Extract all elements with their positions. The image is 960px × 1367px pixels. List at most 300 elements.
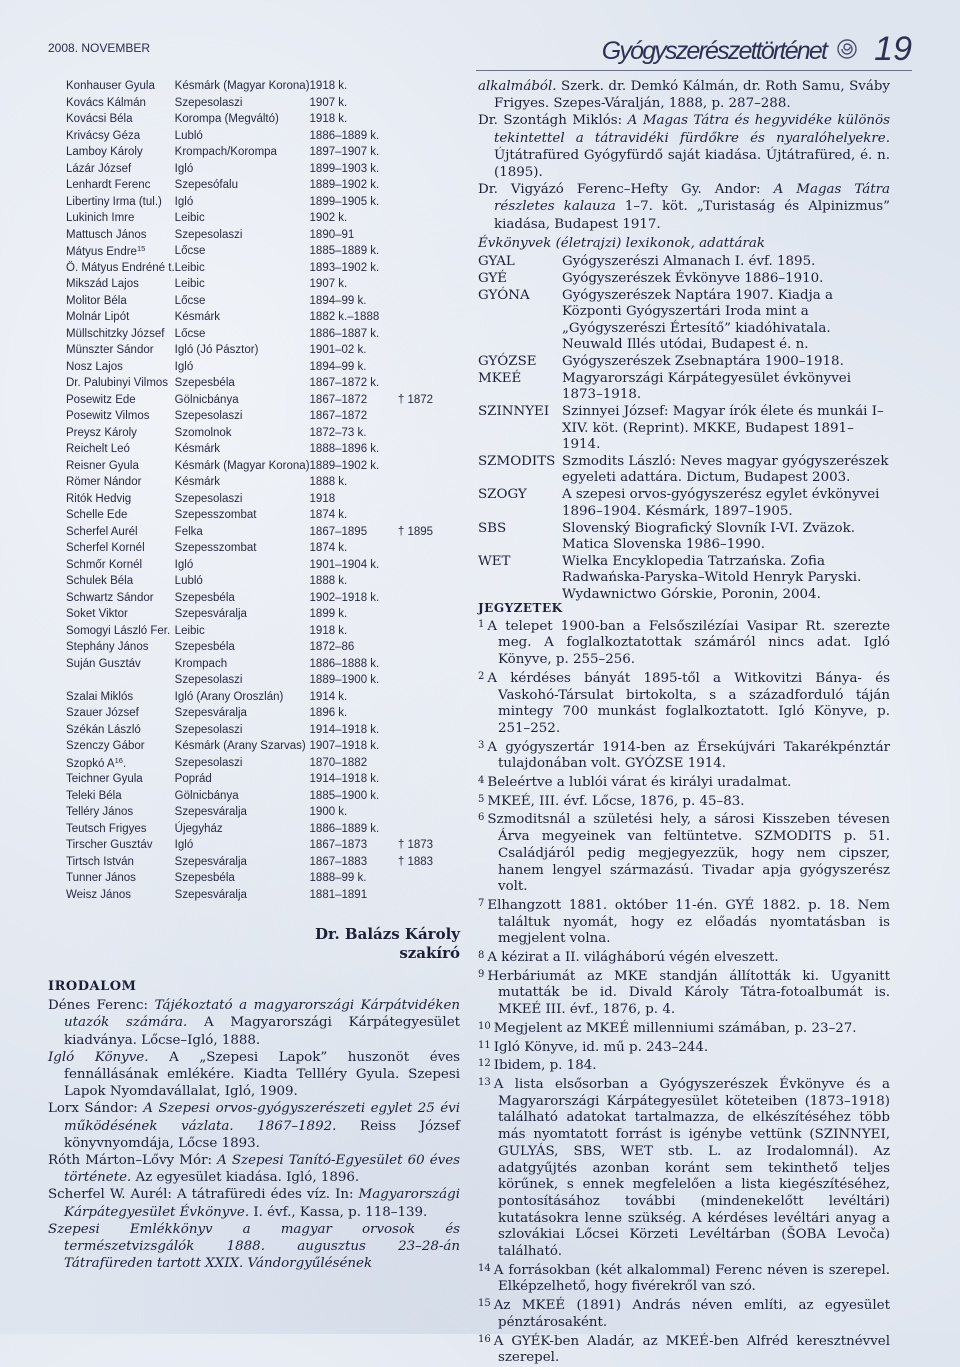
name-text: Kovács Kálmán: [66, 96, 146, 109]
cell-years: 1882 k.–1888: [309, 311, 380, 324]
pharmacist-table: [66, 78, 466, 903]
footnote-text: Beleértve a lublói várat és királyi uradalmat.: [487, 775, 792, 791]
table-row: [66, 639, 466, 656]
cell-death: [398, 359, 466, 376]
table-row: [66, 854, 466, 871]
cell-death: [398, 441, 466, 458]
table-row: [66, 78, 466, 95]
cell-death: [398, 260, 466, 277]
cell-place: Poprád: [174, 773, 212, 786]
footnote-text: MKEÉ, III. évf. Lőcse, 1876, p. 45–83.: [487, 793, 745, 809]
footnote: [478, 1038, 890, 1057]
footnote: [478, 948, 890, 967]
name-text: Reichelt Leó: [66, 443, 130, 456]
name-text: Tunner János: [66, 872, 136, 885]
cell-place: Szepesolaszi: [174, 674, 243, 687]
abbreviation-row: [478, 454, 890, 487]
name-text: Müllschitzky József: [66, 327, 165, 340]
abbreviation-value: Wielka Encyklopedia Tatrzańska. Zofia Radwańska-Paryska–Witold Henryk Paryski. Wydawnictwo Górskie, Poronin, 2004.: [562, 553, 862, 602]
footnote: [478, 773, 890, 792]
cell-name: [66, 689, 175, 706]
cell-years: 1885–1889 k.: [309, 245, 380, 258]
name-text: Libertiny Irma (tul.): [66, 195, 162, 208]
name-text: Telléry János: [66, 806, 134, 819]
italic-title: A Magas Tátra részletes kalauza: [494, 182, 891, 215]
cell-years: 1874 k.: [309, 542, 348, 555]
footnote: [478, 738, 890, 773]
cell-years: 1914–1918 k.: [309, 773, 380, 786]
table-row: [66, 573, 466, 590]
text-run: Dénes Ferenc:: [48, 998, 155, 1014]
abbreviation-row: [478, 554, 890, 604]
name-text: Ritók Hedvig: [66, 492, 132, 505]
name-text: Szopkó A: [66, 757, 115, 770]
abbreviations-table: [478, 254, 890, 604]
footnote-text: A kérdéses bányát 1895-től a Witkovitzi Bánya- és Vaskohó-Társulat birtokolta, s a századforduló táján mintegy 700 munkást foglalkoztatott. Igló Könyve, p. 251–252.: [487, 670, 890, 736]
cell-place: Szepesolaszi: [174, 228, 243, 241]
cell-name: [66, 276, 175, 293]
spiral-icon: [836, 38, 858, 60]
cell-years: 1881–1891: [309, 888, 368, 901]
cell-place: Felka: [174, 525, 203, 538]
cell-name: [66, 474, 175, 491]
name-text: Römer Nándor: [66, 476, 142, 489]
footnote-number: 12: [478, 1058, 491, 1070]
footnote-text: Szmoditsnál a születési hely, a sárosi Kisszeben tévesen Árva megyeinek van feltüntetve. SZMODITS p. 51. Családjáról pedig megjegyezzük, hogy nem cipszer, hanem lengyel származású. Tivadar apja gyógyszerész volt.: [487, 812, 890, 895]
cell-name: [66, 672, 175, 689]
footnote-number: 13: [478, 1076, 491, 1088]
cell-name: [66, 408, 175, 425]
cell-place: Krompach/Korompa: [174, 146, 277, 159]
italic-title: Tájékoztató a magyarországi Kárpátvidéken utazók számára.: [64, 998, 460, 1031]
cell-years: 1907 k.: [309, 96, 348, 109]
cell-years: 1896 k.: [309, 707, 348, 720]
abbreviations-heading: Évkönyvek (életrajzi) lexikonok, adattárak: [478, 236, 765, 251]
cell-years: 1867–1872: [309, 393, 368, 406]
cell-name: [66, 738, 175, 755]
name-text: Mátyus Endre: [66, 246, 137, 259]
abbreviation-key: WET: [478, 553, 511, 569]
table-row: [66, 623, 466, 640]
cell-place: Újegyház: [174, 822, 223, 835]
cell-name: [66, 821, 175, 838]
footnote: [478, 896, 890, 948]
cell-years: 1897–1907 k.: [309, 146, 380, 159]
cell-death: [398, 144, 466, 161]
cell-years: 1890–91: [309, 228, 355, 241]
name-text: Székán László: [66, 723, 141, 736]
cell-name: [66, 309, 175, 326]
table-row: [66, 491, 466, 508]
cell-death: [398, 177, 466, 194]
cell-place: Igló: [174, 558, 194, 571]
footnote-ref: 15: [136, 244, 146, 254]
name-text: Suján Gusztáv: [66, 657, 141, 670]
cell-death: [398, 227, 466, 244]
cell-death: [398, 722, 466, 739]
table-row: [66, 738, 466, 755]
footnote: [478, 1296, 890, 1331]
cell-place: Igló: [174, 360, 194, 373]
table-row: [66, 260, 466, 277]
cell-name: [66, 639, 175, 656]
table-row: [66, 276, 466, 293]
footnote: [478, 967, 890, 1019]
table-row: [66, 342, 466, 359]
footnote-text: A telepet 1900-ban a Felsőszilézíai Vasipar Rt. szerezte meg. A foglalkoztatottak számáról nincs adat. Igló Könyve, p. 255–256.: [487, 618, 890, 668]
cell-place: Igló: [174, 839, 194, 852]
cell-name: [66, 128, 175, 145]
cell-name: [66, 623, 175, 640]
table-row: [66, 161, 466, 178]
cell-death: [398, 408, 466, 425]
cell-death: [398, 507, 466, 524]
text-run: A „Szepesi Lapok” huszonöt éves fennállásának emlékére. Kiadta Tellléry Gyula. Szepesi Lapok Nyomdavállalat, Igló, 1909.: [64, 1049, 460, 1100]
name-text: Teichner Gyula: [66, 773, 143, 786]
name-text: Molitor Béla: [66, 294, 127, 307]
table-row: [66, 771, 466, 788]
issue-date: 2008. NOVEMBER: [48, 41, 151, 55]
footnote-text: A GYÉK-ben Aladár, az MKEÉ-ben Alfréd keresztnévvel szerepel.: [493, 1333, 890, 1366]
cell-place: Késmárk: [174, 443, 221, 456]
cell-name: [66, 524, 175, 541]
cell-place: Késmárk (Magyar Korona): [174, 459, 310, 472]
text-run: Reiss József könyvnyomdája, Lőcse 1893.: [64, 1118, 460, 1151]
cell-years: 1899 k.: [309, 608, 348, 621]
table-row: [66, 458, 466, 475]
cell-years: 1867–1872: [309, 410, 368, 423]
cell-death: [398, 210, 466, 227]
literature-section: [48, 978, 460, 1272]
cell-years: 1867–1873: [309, 839, 368, 852]
cell-place: Szomolnok: [174, 426, 232, 439]
cell-place: Szepesbéla: [174, 872, 235, 885]
abbreviation-key: SBS: [478, 520, 507, 536]
name-text: Krivácsy Géza: [66, 129, 141, 142]
cell-name: [66, 243, 175, 260]
literature-item: [48, 1152, 460, 1186]
cell-place: Leibic: [174, 212, 205, 225]
cell-years: 1918 k.: [309, 113, 348, 126]
cell-name: [66, 144, 175, 161]
table-row: [66, 474, 466, 491]
footnote-number: 14: [478, 1262, 491, 1274]
abbreviation-value: Gyógyszerészek Naptára 1907. Kiadja a Központi Gyógyszertári Iroda mint a „Gyógyszerészi Értesítő” kiadóhivatala. Neuwald Illés utódai, Budapest é. n.: [562, 287, 833, 353]
cell-years: 1872–73 k.: [309, 426, 367, 439]
cell-place: Lőcse: [174, 327, 206, 340]
literature-item: [478, 112, 890, 181]
name-text: Somogyi László Fer.: [66, 624, 171, 637]
cell-death: [398, 821, 466, 838]
italic-title: Szepesi Emlékkönyv a magyar orvosok és természetvizsgálók 1888. augusztus 23–28-án Tátrafüreden tartott XXIX. Vándorgyűlésének: [48, 1221, 460, 1272]
cell-name: [66, 392, 175, 409]
cell-place: Késmárk: [174, 311, 221, 324]
cell-years: 1885–1900 k.: [309, 789, 380, 802]
text-run: I. évf., Kassa, p. 118–139.: [249, 1204, 428, 1220]
cell-death: [398, 474, 466, 491]
abbreviation-value: Szmodits László: Neves magyar gyógyszerészek egyeleti adattára. Dictum, Budapest 2003.: [562, 453, 889, 486]
table-row: [66, 210, 466, 227]
footnote-text: Az MKEÉ (1891) András néven említi, az egyesület pénztárosaként.: [493, 1298, 890, 1330]
name-text: Schulek Béla: [66, 575, 134, 588]
abbreviation-key: SZOGY: [478, 487, 527, 503]
footnote-text: Igló Könyve, id. mű p. 243–244.: [493, 1039, 709, 1055]
italic-title: Igló Könyve.: [48, 1049, 149, 1065]
abbreviation-key: SZMODITS: [478, 453, 556, 469]
cell-years: 1893–1902 k.: [309, 261, 380, 274]
cell-years: 1894–99 k.: [309, 294, 367, 307]
author-role: szakíró: [399, 943, 460, 962]
cell-name: [66, 771, 175, 788]
cell-death: [398, 293, 466, 310]
cell-name: [66, 161, 175, 178]
cell-years: 1907–1918 k.: [309, 740, 380, 753]
cell-death: † 1872: [397, 393, 434, 406]
cell-death: [398, 870, 466, 887]
cell-place: Szepesolaszi: [174, 723, 243, 736]
cell-name: [66, 375, 175, 392]
cell-years: 1886–1887 k.: [309, 327, 380, 340]
table-row: [66, 606, 466, 623]
text-run: Az egyesület kiadása. Igló, 1896.: [131, 1170, 360, 1186]
name-text: Tirscher Gusztáv: [66, 839, 153, 852]
cell-death: [398, 540, 466, 557]
name-text: Ö. Mátyus Endréné t.: [66, 261, 175, 274]
footnote-number: 5: [478, 793, 485, 805]
cell-death: [398, 375, 466, 392]
cell-years: 1901–02 k.: [309, 344, 367, 357]
cell-death: [398, 128, 466, 145]
table-row: [66, 590, 466, 607]
table-row: [66, 540, 466, 557]
footnote: [478, 669, 890, 738]
name-text: Scherfel Aurél: [66, 525, 138, 538]
abbreviation-row: [478, 521, 890, 554]
cell-name: [66, 755, 175, 772]
cell-place: Leibic: [174, 278, 205, 291]
footnote: [478, 1332, 890, 1367]
name-text: Weisz János: [66, 888, 131, 901]
literature-item: [48, 1186, 460, 1220]
table-row: [66, 672, 466, 689]
footnote-number: 4: [478, 775, 485, 787]
section-title: Gyógyszerészettörténet: [601, 37, 827, 65]
table-row: [66, 870, 466, 887]
cell-death: [398, 887, 466, 904]
name-text: Soket Viktor: [66, 608, 128, 621]
table-row: [66, 243, 466, 260]
cell-years: 1867–1895: [309, 525, 368, 538]
table-row: [66, 788, 466, 805]
table-row: [66, 227, 466, 244]
name-text: Reisner Gyula: [66, 459, 139, 472]
literature-item: [48, 1221, 460, 1273]
name-text: Münszter Sándor: [66, 344, 154, 357]
footnote-number: 3: [478, 739, 485, 751]
literature-item: [48, 997, 460, 1049]
name-text: Schmőr Kornél: [66, 558, 143, 571]
cell-place: Igló: [174, 162, 194, 175]
literature-heading: IRODALOM: [48, 979, 137, 994]
cell-place: Korompa (Megváltó): [174, 113, 279, 126]
cell-years: 1918 k.: [309, 624, 348, 637]
table-row: [66, 128, 466, 145]
cell-years: 1889–1902 k.: [309, 179, 380, 192]
cell-death: [398, 788, 466, 805]
abbreviation-row: [478, 271, 890, 288]
cell-place: Szepesszombat: [174, 509, 257, 522]
italic-title: A Szepesi Tanító-Egyesület 60 éves története.: [64, 1153, 461, 1186]
name-text: Tirtsch István: [66, 855, 134, 868]
cell-place: Leibic: [174, 624, 205, 637]
cell-death: [398, 639, 466, 656]
name-text: Stephány János: [66, 641, 149, 654]
name-text: Mikszád Lajos: [66, 278, 139, 291]
italic-title: alkalmából.: [478, 79, 557, 94]
name-text: Preysz Károly: [66, 426, 137, 439]
cell-place: Szepesváralja: [174, 855, 247, 868]
cell-place: Szepesbéla: [174, 377, 235, 390]
literature-continuation: [478, 78, 890, 233]
cell-name: [66, 804, 175, 821]
cell-place: Szepesolaszi: [174, 410, 243, 423]
footnote-text: Herbáriumát az MKE standján állították ki. Ugyanitt mutatták be id. Divald Károly Tátra-fotoalbumát is. MKEÉ III. évf., 1876, p. 4.: [487, 968, 890, 1018]
cell-years: 1886–1889 k.: [309, 129, 380, 142]
cell-death: [398, 590, 466, 607]
literature-item: [48, 1049, 460, 1101]
footnote-number: 10: [478, 1020, 491, 1032]
cell-years: 1888 k.: [309, 476, 348, 489]
cell-years: 1902–1918 k.: [309, 591, 380, 604]
table-row: [66, 557, 466, 574]
cell-years: 1899–1905 k.: [309, 195, 380, 208]
cell-name: [66, 95, 175, 112]
footnote-number: 15: [478, 1298, 491, 1310]
name-text: Posewitz Ede: [66, 393, 136, 406]
cell-death: [398, 458, 466, 475]
cell-years: 1870–1882: [309, 756, 368, 769]
cell-death: [398, 309, 466, 326]
footnote-number: 6: [478, 812, 485, 824]
name-text: Teutsch Frigyes: [66, 822, 147, 835]
cell-name: [66, 425, 175, 442]
cell-place: Késmárk: [174, 476, 221, 489]
cell-years: 1889–1902 k.: [309, 459, 380, 472]
abbreviation-key: GYAL: [478, 254, 515, 269]
cell-death: [398, 557, 466, 574]
footnote-text: Ibidem, p. 184.: [493, 1058, 597, 1074]
name-text: Scherfel Kornél: [66, 542, 145, 555]
cell-place: Szepesváralja: [174, 707, 247, 720]
cell-name: [66, 705, 175, 722]
cell-years: 1874 k.: [309, 509, 348, 522]
cell-place: Szepesváralja: [174, 806, 247, 819]
table-row: [66, 392, 466, 409]
cell-death: [398, 804, 466, 821]
cell-death: [398, 656, 466, 673]
page-header: [602, 22, 912, 66]
cell-name: [66, 540, 175, 557]
abbreviation-key: SZINNYEI: [478, 404, 550, 420]
text-run: 1–7. köt. „Turistaság és Alpinizmus” kiadása, Budapest 1917.: [494, 199, 890, 232]
cell-name: [66, 788, 175, 805]
abbreviation-row: [478, 288, 890, 354]
cell-death: [398, 194, 466, 211]
table-row: [66, 177, 466, 194]
name-text: Schwartz Sándor: [66, 591, 154, 604]
cell-death: [398, 161, 466, 178]
cell-place: Késmárk (Magyar Korona): [174, 80, 310, 93]
footnote-text: Elhangzott 1881. október 11-én. GYÉ 1882. p. 18. Nem találtuk nyomát, hogy ez előadás nyomtatásban is megjelent volna.: [487, 897, 890, 947]
cell-death: † 1883: [397, 855, 434, 868]
cell-place: Gölnicbánya: [174, 789, 239, 802]
footnote: [478, 1056, 890, 1075]
footnote-number: 1: [478, 618, 485, 630]
cell-place: Szepesváralja: [174, 888, 247, 901]
cell-name: [66, 573, 175, 590]
cell-name: [66, 606, 175, 623]
cell-death: † 1873: [397, 839, 434, 852]
name-text: Posewitz Vilmos: [66, 410, 150, 423]
cell-years: 1888–99 k.: [309, 872, 367, 885]
text-run: Szerk. dr. Demkó Kálmán, dr. Roth Samu, Sváby Frigyes. Szepes-Váralján, 1888, p. 287–288.: [494, 79, 890, 112]
cell-death: [398, 623, 466, 640]
name-text: Teleki Béla: [66, 789, 122, 802]
footnote-number: 16: [478, 1333, 491, 1345]
footnote-text: A forrásokban (két alkalommal) Ferenc néven is szerepel. Elképzelhető, hogy fivérekről van szó.: [493, 1262, 890, 1295]
cell-death: [398, 606, 466, 623]
cell-years: 1900 k.: [309, 806, 348, 819]
author-name: Dr. Balázs Károly: [314, 925, 460, 943]
cell-name: [66, 491, 175, 508]
table-row: [66, 722, 466, 739]
cell-death: [398, 705, 466, 722]
table-row: [66, 507, 466, 524]
table-row: [66, 524, 466, 541]
cell-name: [66, 837, 175, 854]
footnote: [478, 810, 890, 896]
text-run: Újtátrafüred Gyógyfürdő saját kiadása. Újtátrafüred, é. n. (1895).: [494, 147, 890, 181]
footnote-number: 11: [478, 1039, 491, 1051]
cell-death: [398, 111, 466, 128]
cell-name: [66, 507, 175, 524]
literature-item: [48, 1100, 460, 1152]
cell-years: 1918: [309, 492, 336, 505]
abbreviation-key: MKEÉ: [478, 370, 522, 386]
name-text: Molnár Lipót: [66, 311, 130, 324]
cell-name: [66, 227, 175, 244]
cell-name: [66, 359, 175, 376]
abbreviation-key: GYÓZSE: [478, 353, 537, 369]
italic-title: A Magas Tátra és hegyvidéke különös tekintettel a tátravidéki fürdőkre és nyaralóhelyekre.: [494, 113, 890, 146]
table-row: [66, 309, 466, 326]
notes-heading: JEGYZETEK: [478, 601, 563, 615]
cell-death: [398, 425, 466, 442]
cell-place: Szepesszombat: [174, 542, 257, 555]
cell-death: [398, 738, 466, 755]
cell-death: [398, 755, 466, 772]
abbreviation-key: GYÉ: [478, 270, 508, 286]
footnote-text: Megjelent az MKEÉ millenniumi számában, p. 23–27.: [493, 1020, 857, 1036]
table-row: [66, 144, 466, 161]
cell-death: [398, 342, 466, 359]
literature-item: [478, 78, 890, 112]
footnote-text: A kézirat a II. világháború végén elveszett.: [487, 950, 779, 966]
table-row: [66, 359, 466, 376]
cell-death: [398, 689, 466, 706]
footnote-text: A lista elsősorban a Gyógyszerészek Évkönyve és a Magyarországi Kárpátegyesület köteteiben (1873–1918) található adatokat tartalmazza, de elkészítéséhez több más nyomtatott forrást is igénybe vettünk (SZINNYEI, GULYÁS, SBS, WET stb. L. az Irodalomnál). Az adatgyűjtés azonban koránt sem tekinthető teljes körűnek, s ennek megfelelően a lista kiegészítéséhez, pontosításához további (mindenekelőtt levéltári) kutatásokra lenne szükség. A kérdéses levéltári anyag a szlovákiai Lőcsei Körzeti Levéltárban (ŠOBA Levoča) található.: [493, 1076, 890, 1260]
text-run: Lorx Sándor:: [48, 1101, 144, 1117]
